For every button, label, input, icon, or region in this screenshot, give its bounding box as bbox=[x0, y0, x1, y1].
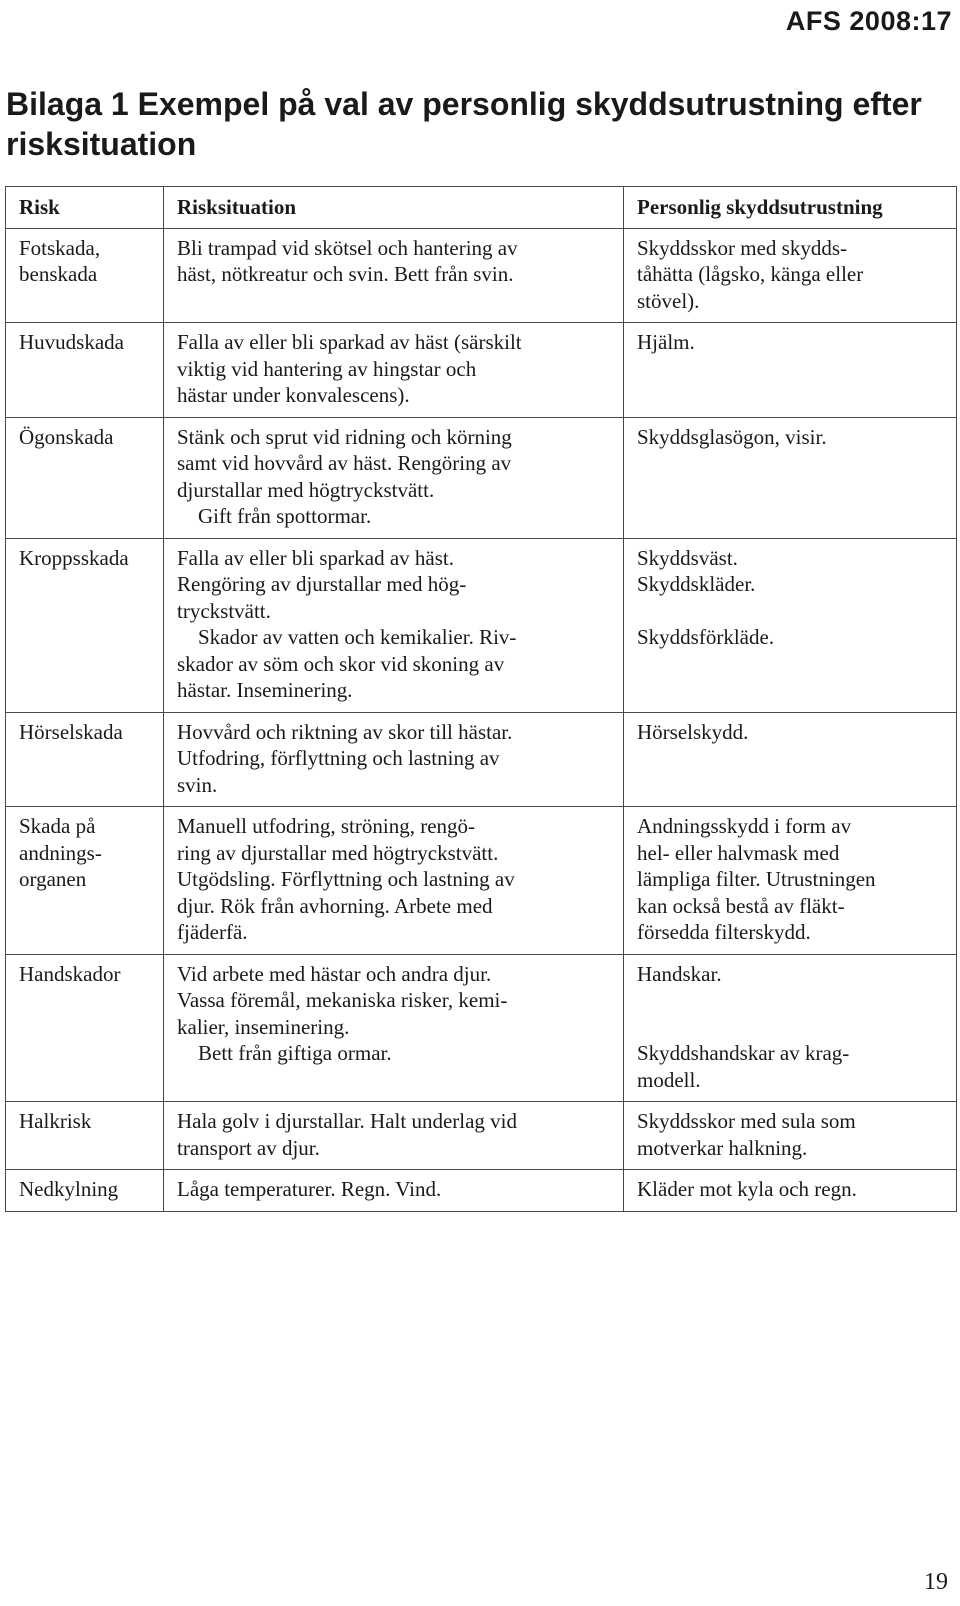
cell-line: lämpliga filter. Utrustningen bbox=[637, 867, 876, 891]
cell-line: Gift från spottormar. bbox=[177, 504, 372, 528]
situation-cell bbox=[164, 538, 624, 712]
cell-line: Hala golv i djurstallar. Halt underlag vid bbox=[177, 1109, 517, 1133]
risk-cell bbox=[6, 954, 164, 1102]
cell-line: Rengöring av djurstallar med hög- bbox=[177, 572, 467, 596]
situation-cell bbox=[164, 807, 624, 955]
cell-line: Hörselskada bbox=[19, 719, 123, 744]
equipment-cell bbox=[624, 807, 957, 955]
situation-cell bbox=[164, 712, 624, 807]
cell-line: kan också bestå av fläkt- bbox=[637, 893, 845, 918]
cell-line: hästar. Inseminering. bbox=[177, 678, 353, 702]
risk-cell bbox=[6, 712, 164, 807]
cell-line: organen bbox=[19, 867, 87, 891]
cell-line: Skyddsförkläde. bbox=[637, 625, 775, 649]
table-header-row bbox=[6, 187, 957, 229]
situation-cell bbox=[164, 228, 624, 323]
cell-line: häst, nötkreatur och svin. Bett från svin. bbox=[177, 262, 514, 286]
cell-line: Hovvård och riktning av skor till hästar. bbox=[177, 719, 513, 744]
cell-line: hästar under konvalescens). bbox=[177, 383, 410, 407]
cell-line: motverkar halkning. bbox=[637, 1135, 808, 1160]
equipment-cell bbox=[624, 417, 957, 538]
title-line: Bilaga 1 Exempel på val av personlig skyddsutrustning efter bbox=[6, 86, 922, 122]
cell-line: andnings- bbox=[19, 840, 102, 865]
table-row bbox=[6, 538, 957, 712]
situation-cell bbox=[164, 323, 624, 418]
equipment-cell bbox=[624, 1102, 957, 1170]
cell-line: modell. bbox=[637, 1067, 701, 1092]
table-row bbox=[6, 323, 957, 418]
cell-line: transport av djur. bbox=[177, 1135, 320, 1160]
cell-line: skador av söm och skor vid skoning av bbox=[177, 651, 505, 676]
cell-line: Andningsskydd i form av bbox=[637, 814, 852, 838]
risk-cell bbox=[6, 1102, 164, 1170]
cell-line: Utgödsling. Förflyttning och lastning av bbox=[177, 867, 515, 891]
risk-cell bbox=[6, 538, 164, 712]
header-skyddsutrustning: Personlig skyddsutrustning bbox=[624, 187, 957, 229]
risk-cell bbox=[6, 228, 164, 323]
table-row bbox=[6, 954, 957, 1102]
cell-line: Nedkylning bbox=[19, 1177, 119, 1201]
situation-cell bbox=[164, 954, 624, 1102]
page-title bbox=[6, 84, 946, 164]
situation-cell bbox=[164, 1102, 624, 1170]
blank-line bbox=[637, 598, 948, 625]
risk-table bbox=[5, 186, 957, 1212]
table-row bbox=[6, 228, 957, 323]
situation-cell bbox=[164, 417, 624, 538]
cell-line: Skyddskläder. bbox=[637, 572, 756, 596]
cell-line: Vassa föremål, mekaniska risker, kemi- bbox=[177, 988, 508, 1012]
cell-line: Hjälm. bbox=[637, 330, 695, 354]
cell-line: Stänk och sprut vid ridning och körning bbox=[177, 424, 512, 449]
cell-line: Kroppsskada bbox=[19, 545, 129, 570]
header-risk: Risk bbox=[6, 187, 164, 229]
cell-line: Utfodring, förflyttning och lastning av bbox=[177, 746, 500, 770]
equipment-cell bbox=[624, 228, 957, 323]
header-risksituation: Risksituation bbox=[164, 187, 624, 229]
cell-line: Fotskada, bbox=[19, 235, 101, 260]
cell-line: Huvudskada bbox=[19, 330, 124, 354]
table-row bbox=[6, 417, 957, 538]
cell-line: ring av djurstallar med högtryckstvätt. bbox=[177, 840, 499, 865]
cell-line: hel- eller halvmask med bbox=[637, 840, 840, 865]
title-line: risksituation bbox=[6, 126, 197, 162]
page-number: 19 bbox=[924, 1569, 948, 1595]
cell-line: Bli trampad vid skötsel och hantering av bbox=[177, 235, 518, 260]
cell-line: Vid arbete med hästar och andra djur. bbox=[177, 961, 492, 986]
cell-line: djurstallar med högtryckstvätt. bbox=[177, 477, 435, 502]
cell-line: Skyddshandskar av krag- bbox=[637, 1041, 850, 1065]
cell-line: Låga temperaturer. Regn. Vind. bbox=[177, 1177, 442, 1201]
cell-line: Skyddsglasögon, visir. bbox=[637, 424, 827, 449]
table-row bbox=[6, 1102, 957, 1170]
cell-line: Halkrisk bbox=[19, 1109, 92, 1133]
cell-line: Falla av eller bli sparkad av häst (särskilt bbox=[177, 330, 522, 354]
cell-line: djur. Rök från avhorning. Arbete med bbox=[177, 893, 493, 918]
cell-line: svin. bbox=[177, 772, 218, 797]
equipment-cell bbox=[624, 954, 957, 1102]
cell-line: Skyddsväst. bbox=[637, 545, 738, 570]
cell-line: Bett från giftiga ormar. bbox=[177, 1041, 392, 1065]
risk-cell bbox=[6, 323, 164, 418]
cell-line: Skador av vatten och kemikalier. Riv- bbox=[177, 625, 517, 649]
cell-line: tåhätta (lågsko, känga eller bbox=[637, 262, 864, 286]
cell-line: Handskador bbox=[19, 961, 121, 986]
risk-cell bbox=[6, 1170, 164, 1212]
blank-line bbox=[637, 1014, 948, 1041]
cell-line: Handskar. bbox=[637, 961, 722, 986]
document-code: AFS 2008:17 bbox=[785, 6, 952, 36]
cell-line: Manuell utfodring, ströning, rengö- bbox=[177, 814, 476, 838]
risk-cell bbox=[6, 417, 164, 538]
cell-line: Skyddsskor med skydds- bbox=[637, 235, 848, 260]
cell-line: tryckstvätt. bbox=[177, 598, 271, 623]
equipment-cell bbox=[624, 1170, 957, 1212]
cell-line: Ögonskada bbox=[19, 424, 114, 449]
cell-line: försedda filterskydd. bbox=[637, 920, 811, 944]
cell-line: benskada bbox=[19, 262, 98, 286]
risk-cell bbox=[6, 807, 164, 955]
table-row bbox=[6, 807, 957, 955]
cell-line: Skyddsskor med sula som bbox=[637, 1109, 856, 1133]
cell-line: fjäderfä. bbox=[177, 920, 248, 944]
cell-line: kalier, inseminering. bbox=[177, 1014, 350, 1039]
cell-line: Falla av eller bli sparkad av häst. bbox=[177, 545, 454, 570]
cell-line: Hörselskydd. bbox=[637, 719, 749, 744]
table-body bbox=[6, 228, 957, 1211]
table-row bbox=[6, 712, 957, 807]
blank-line bbox=[637, 987, 948, 1014]
table-row bbox=[6, 1170, 957, 1212]
equipment-cell bbox=[624, 323, 957, 418]
cell-line: Skada på bbox=[19, 814, 96, 838]
equipment-cell bbox=[624, 712, 957, 807]
cell-line: Kläder mot kyla och regn. bbox=[637, 1177, 857, 1201]
cell-line: stövel). bbox=[637, 288, 700, 313]
cell-line: viktig vid hantering av hingstar och bbox=[177, 356, 477, 381]
cell-line: samt vid hovvård av häst. Rengöring av bbox=[177, 451, 512, 475]
equipment-cell bbox=[624, 538, 957, 712]
situation-cell bbox=[164, 1170, 624, 1212]
